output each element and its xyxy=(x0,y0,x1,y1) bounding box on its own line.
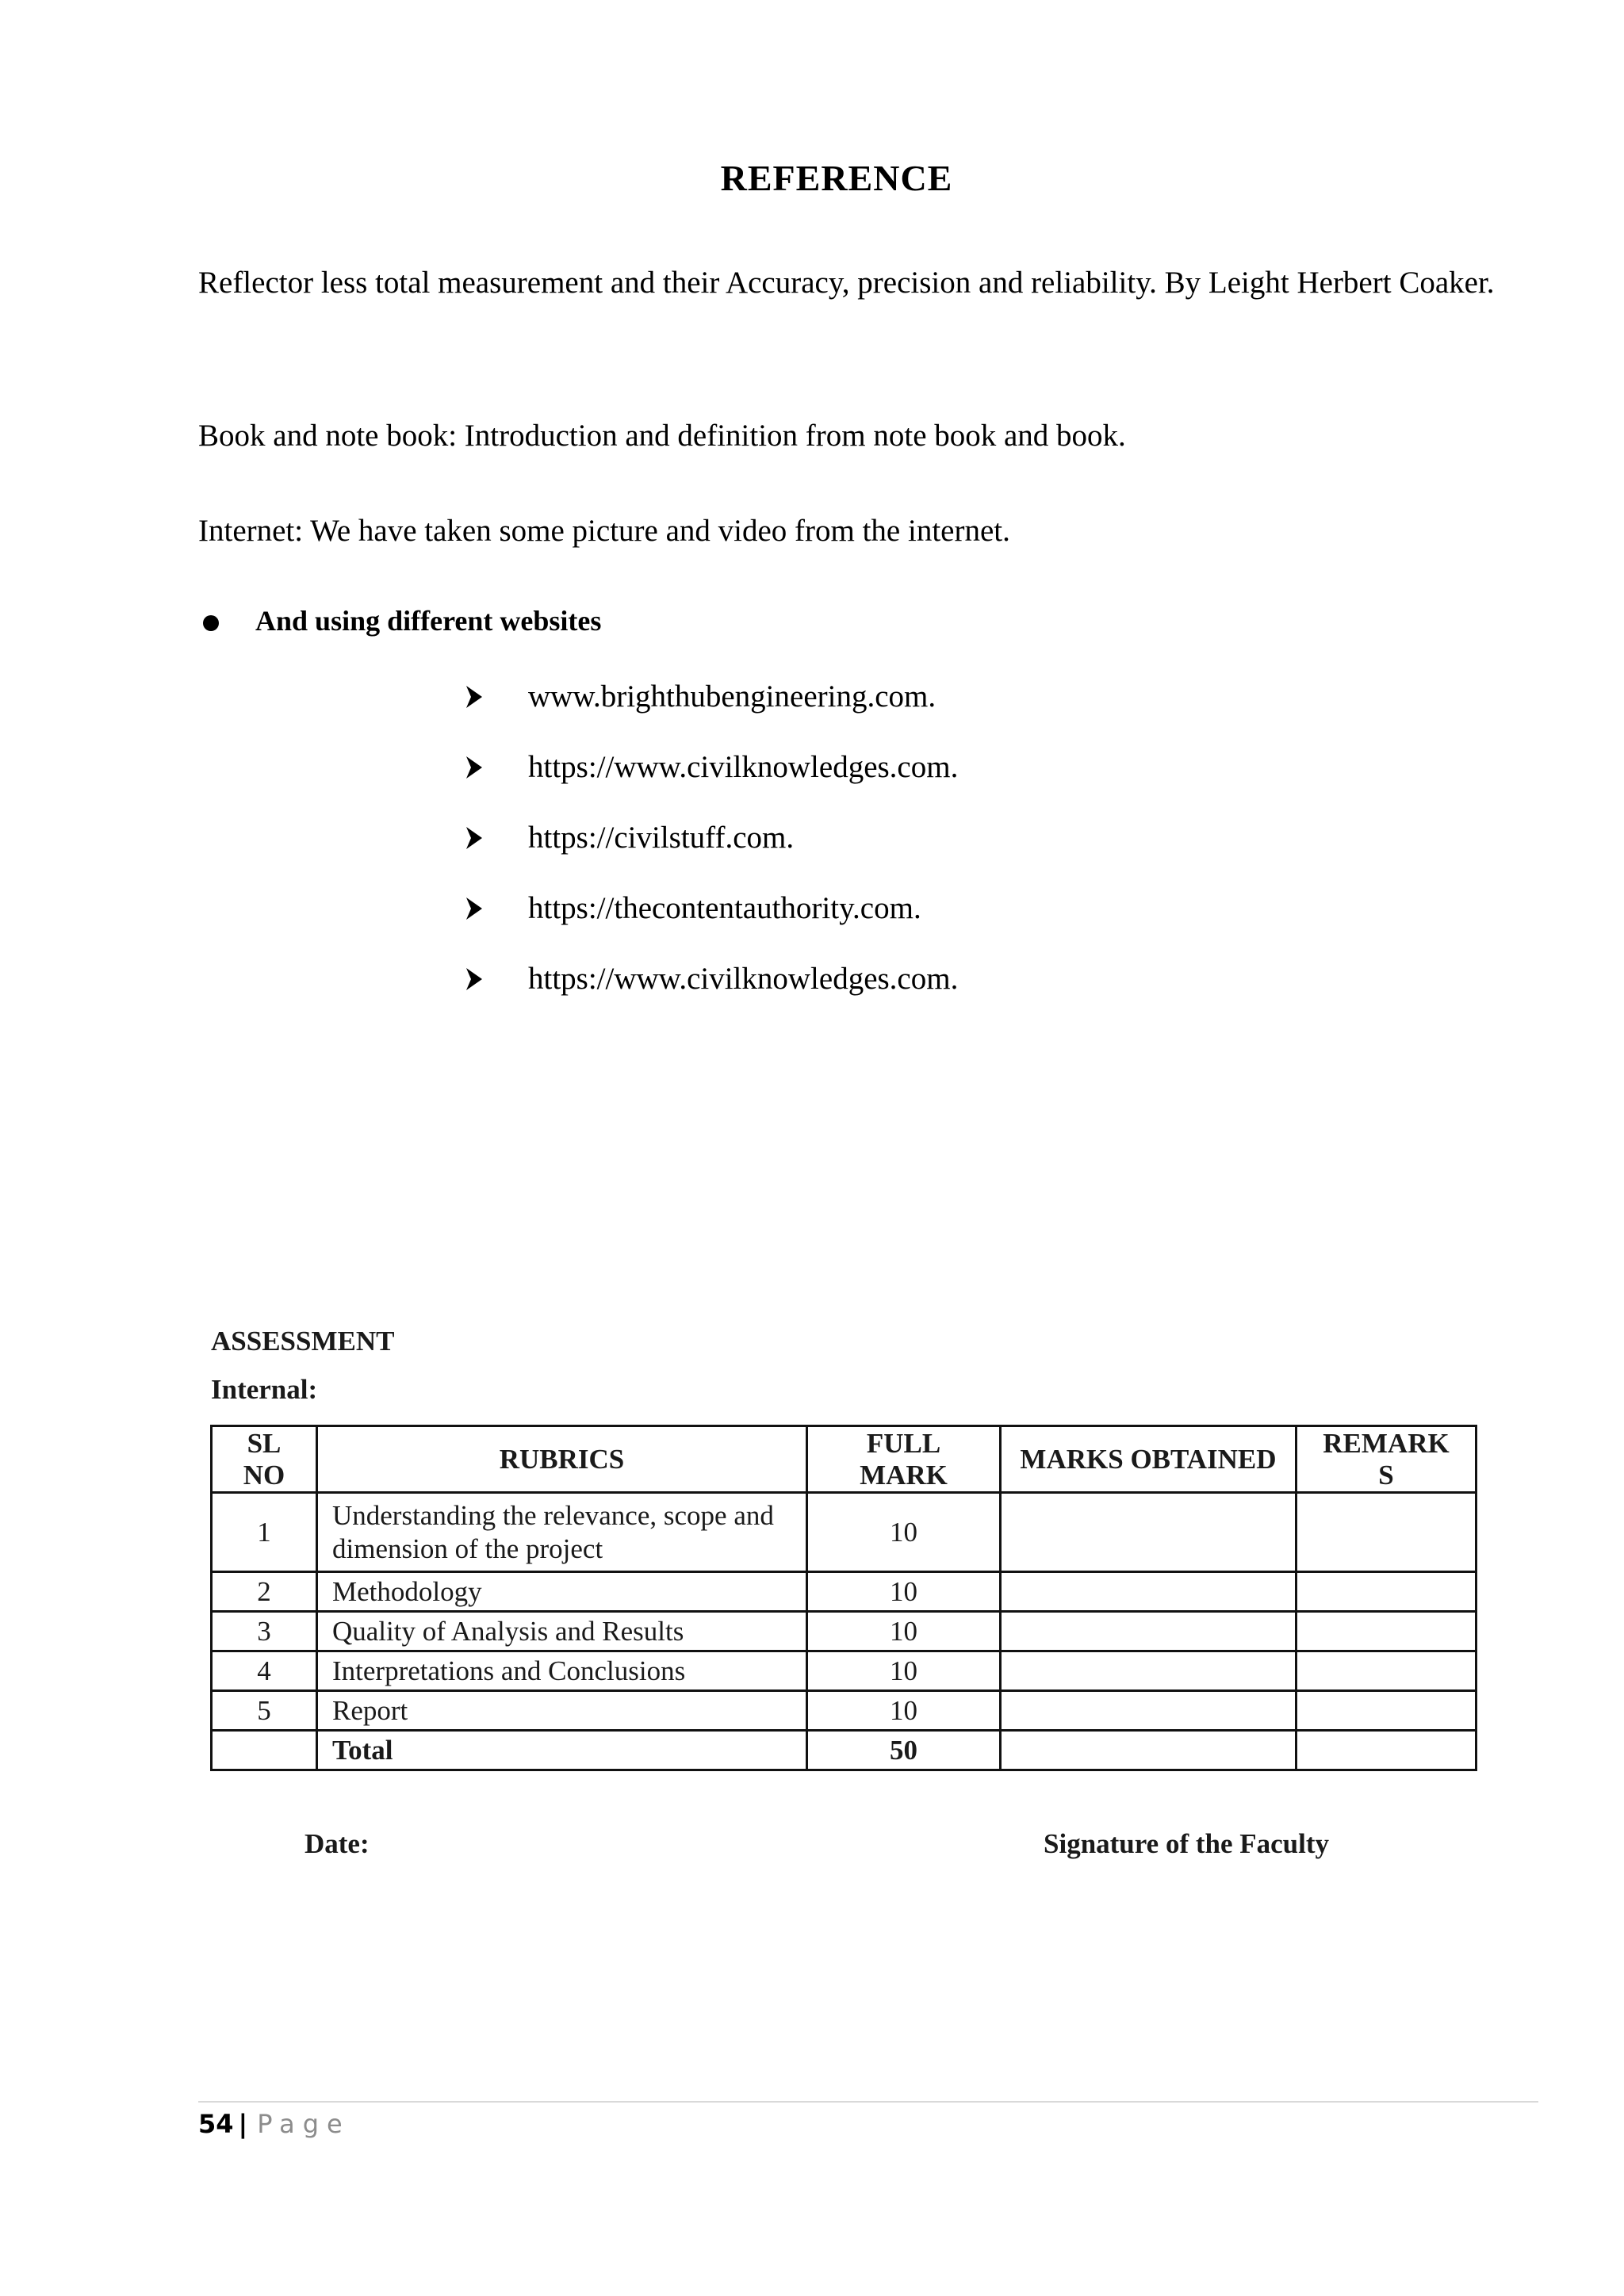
website-url: https://civilstuff.com. xyxy=(528,821,795,855)
cell-marks-obtained xyxy=(1001,1731,1297,1770)
assessment-subtitle: Internal: xyxy=(211,1374,318,1405)
cell-remarks xyxy=(1297,1691,1477,1731)
cell-sl: 2 xyxy=(212,1572,317,1612)
cell-marks-obtained xyxy=(1001,1572,1297,1612)
website-item xyxy=(466,890,921,926)
cell-rubric: Methodology xyxy=(317,1572,807,1612)
table-header-row xyxy=(212,1426,1477,1493)
arrowhead-bullet-icon xyxy=(466,686,482,708)
arrowhead-bullet-icon xyxy=(466,897,482,920)
rubric-table xyxy=(210,1425,1477,1771)
signature-label: Signature of the Faculty xyxy=(1044,1828,1330,1859)
cell-sl: 3 xyxy=(212,1612,317,1651)
arrowhead-bullet-icon xyxy=(466,827,482,849)
date-label: Date: xyxy=(304,1828,370,1859)
table-row xyxy=(212,1493,1477,1572)
reference-paragraph-3: Internet: We have taken some picture and video from the internet. xyxy=(198,514,1010,548)
page-footer xyxy=(198,2109,350,2139)
header-marks-obtained: MARKS OBTAINED xyxy=(1001,1426,1297,1493)
footer-separator: | xyxy=(238,2109,248,2139)
cell-marks-obtained xyxy=(1001,1651,1297,1691)
page-number: 54 xyxy=(198,2109,234,2139)
header-rubrics: RUBRICS xyxy=(317,1426,807,1493)
cell-remarks xyxy=(1297,1731,1477,1770)
cell-rubric: Quality of Analysis and Results xyxy=(317,1612,807,1651)
website-url: https://www.civilknowledges.com. xyxy=(528,962,959,996)
website-url: www.brighthubengineering.com. xyxy=(528,679,936,714)
cell-sl xyxy=(212,1731,317,1770)
bullet-label: And using different websites xyxy=(255,605,602,637)
arrowhead-bullet-icon xyxy=(466,968,482,990)
website-item xyxy=(466,820,795,855)
cell-rubric: Interpretations and Conclusions xyxy=(317,1651,807,1691)
website-item xyxy=(466,749,959,785)
footer-divider xyxy=(198,2101,1538,2103)
website-url: https://www.civilknowledges.com. xyxy=(528,750,959,784)
cell-remarks xyxy=(1297,1612,1477,1651)
table-total-row xyxy=(212,1731,1477,1770)
cell-total-label: Total xyxy=(317,1731,807,1770)
table-row xyxy=(212,1572,1477,1612)
reference-paragraph-2: Book and note book: Introduction and definition from note book and book. xyxy=(198,419,1126,453)
table-row xyxy=(212,1691,1477,1731)
table-row xyxy=(212,1651,1477,1691)
cell-total-mark: 50 xyxy=(807,1731,1001,1770)
reference-paragraph-1: Reflector less total measurement and their Accuracy, precision and reliability. By Leight Herbert Coaker. xyxy=(198,266,1495,300)
website-item xyxy=(466,679,936,714)
cell-sl: 5 xyxy=(212,1691,317,1731)
header-sl-no: SL NO xyxy=(212,1426,317,1493)
cell-marks-obtained xyxy=(1001,1691,1297,1731)
header-remarks: REMARK S xyxy=(1297,1426,1477,1493)
page-word: Page xyxy=(257,2109,350,2139)
table-row xyxy=(212,1612,1477,1651)
cell-rubric: Report xyxy=(317,1691,807,1731)
cell-full-mark: 10 xyxy=(807,1612,1001,1651)
bullet-dot-icon xyxy=(203,615,219,631)
cell-marks-obtained xyxy=(1001,1612,1297,1651)
assessment-title: ASSESSMENT xyxy=(211,1326,395,1357)
page-heading: REFERENCE xyxy=(720,158,953,198)
cell-full-mark: 10 xyxy=(807,1572,1001,1612)
cell-full-mark: 10 xyxy=(807,1691,1001,1731)
website-item xyxy=(466,961,959,997)
cell-sl: 1 xyxy=(212,1493,317,1572)
cell-marks-obtained xyxy=(1001,1493,1297,1572)
cell-full-mark: 10 xyxy=(807,1651,1001,1691)
cell-remarks xyxy=(1297,1493,1477,1572)
cell-full-mark: 10 xyxy=(807,1493,1001,1572)
header-full-mark: FULL MARK xyxy=(807,1426,1001,1493)
arrowhead-bullet-icon xyxy=(466,756,482,779)
website-url: https://thecontentauthority.com. xyxy=(528,891,921,925)
cell-remarks xyxy=(1297,1572,1477,1612)
cell-remarks xyxy=(1297,1651,1477,1691)
cell-sl: 4 xyxy=(212,1651,317,1691)
cell-rubric: Understanding the relevance, scope and dimension of the project xyxy=(317,1493,807,1572)
